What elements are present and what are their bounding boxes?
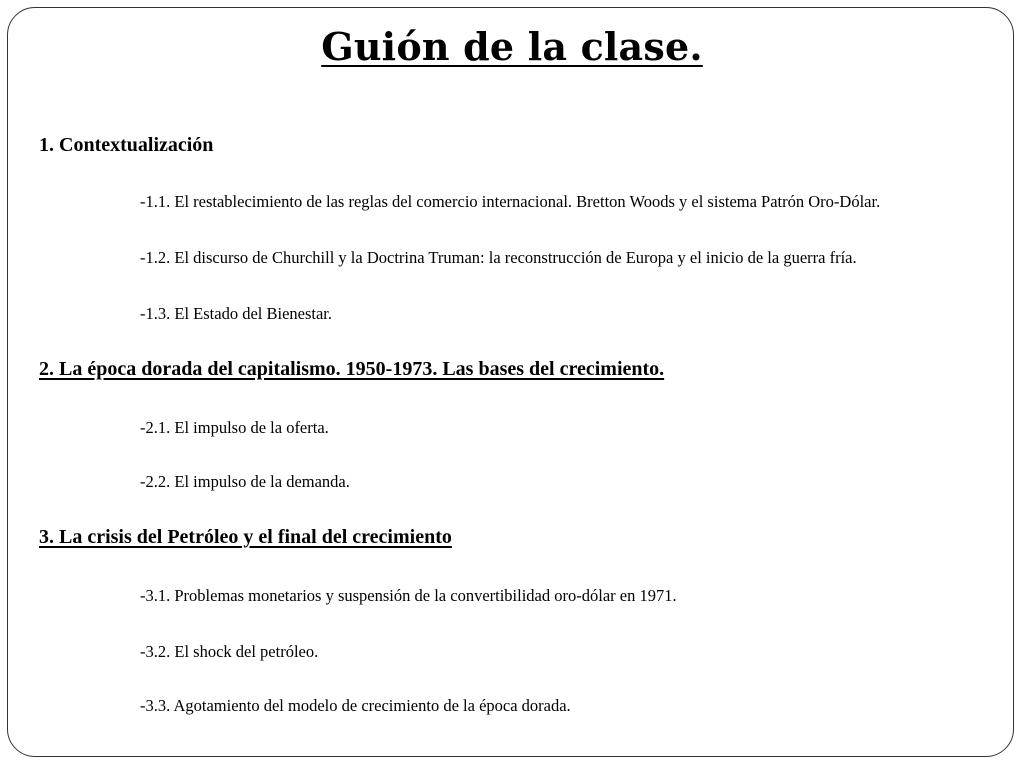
subsection-2-1: -2.1. El impulso de la oferta. [140, 418, 329, 437]
subsection-3-3: -3.3. Agotamiento del modelo de crecimiento de la época dorada. [140, 696, 571, 715]
subsection-2-2: -2.2. El impulso de la demanda. [140, 472, 350, 491]
section-heading-3: 3. La crisis del Petróleo y el final del crecimiento [39, 526, 452, 548]
subsection-1-2: -1.2. El discurso de Churchill y la Doctrina Truman: la reconstrucción de Europa y el inicio de la guerra fría. [140, 248, 857, 267]
section-heading-2: 2. La época dorada del capitalismo. 1950-1973. Las bases del crecimiento. [39, 358, 665, 380]
subsection-1-3: -1.3. El Estado del Bienestar. [140, 304, 332, 323]
subsection-1-1: -1.1. El restablecimiento de las reglas del comercio internacional. Bretton Woods y el sistema Patrón Oro-Dólar. [140, 192, 881, 211]
subsection-3-2: -3.2. El shock del petróleo. [140, 642, 319, 661]
slide-title: Guión de la clase. [321, 24, 703, 69]
section-heading-1: 1. Contextualización [39, 134, 214, 156]
subsection-3-1: -3.1. Problemas monetarios y suspensión de la convertibilidad oro-dólar en 1971. [140, 586, 677, 605]
